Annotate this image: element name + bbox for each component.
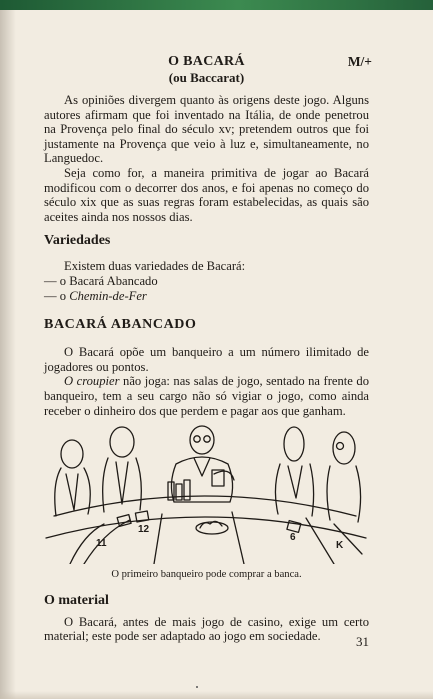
intro-paragraph-2: Seja como for, a maneira primitiva de jogar ao Bacará modificou com o decorrer dos anos, e foi apenas no começo do século xix que as suas regras foram estabelecidas, as quais são aceites ainda nos nossos dias. <box>44 165 369 224</box>
player-right-one-head <box>284 427 304 461</box>
player-two-head <box>110 427 134 457</box>
chip-bowl <box>196 522 228 534</box>
chapter-title: O BACARÁ <box>168 54 245 69</box>
list-item-prefix: — o <box>44 288 70 303</box>
abancado-paragraph-2-text: não joga: nas salas de jogo, sentado na frente do banqueiro, tem a seu cargo não só vigiar o jogo, como ainda receber o dinheiro dos que perdem e pagar aos que ganham. <box>44 374 369 418</box>
list-item <box>44 289 369 304</box>
print-mark <box>196 686 198 688</box>
variedades-list <box>44 274 369 303</box>
section-heading-abancado: BACARÁ ABANCADO <box>44 317 197 333</box>
page-number: 31 <box>356 634 369 649</box>
book-top-edge <box>0 0 433 10</box>
intro-paragraph-1: As opiniões divergem quanto às origens deste jogo. Alguns autores afirmam que foi inventado na Itália, de onde penetrou na Provença pelo final do século xv; pretendem outros que foi justamente na Provença que veio à luz e, simultaneamente, no Languedoc. <box>44 93 369 166</box>
variedades-intro: Existem duas variedades de Bacará: <box>64 259 246 274</box>
illustration-caption: O primeiro banqueiro pode comprar a banca. <box>111 569 302 581</box>
table-box-label: 11 <box>96 538 107 550</box>
table-box-label: 6 <box>290 532 296 544</box>
table-box-label: K <box>336 540 344 552</box>
list-item-italic: Chemin-de-Fer <box>69 288 147 303</box>
croupier-term: O croupier <box>64 374 120 389</box>
section-heading-material: O material <box>44 592 109 608</box>
page-content <box>44 54 372 644</box>
card-on-table <box>287 521 301 533</box>
age-rating-tag: M/+ <box>347 54 372 69</box>
baccarat-table-illustration <box>44 424 369 564</box>
table-box-label: 12 <box>138 524 150 536</box>
gutter-shadow <box>0 10 16 699</box>
page-bottom-edge <box>0 691 433 699</box>
abancado-paragraph-1: O Bacará opõe um banqueiro a um número ilimitado de jogadores ou pontos. <box>44 345 369 374</box>
player-right-two-head <box>333 432 355 464</box>
material-paragraph-1: O Bacará, antes de mais jogo de casino, exige um certo material; este pode ser adaptado ao jogo em sociedade. <box>44 614 369 644</box>
chapter-header <box>44 54 372 87</box>
table-inner-edge <box>54 496 356 516</box>
table-outer-edge <box>46 517 366 538</box>
abancado-paragraph-2 <box>44 374 369 418</box>
section-heading-variedades: Variedades <box>44 233 111 249</box>
player-left-head <box>61 440 83 468</box>
list-item: — o Bacará Abancado <box>44 273 158 288</box>
chapter-subtitle: (ou Baccarat) <box>168 69 245 85</box>
